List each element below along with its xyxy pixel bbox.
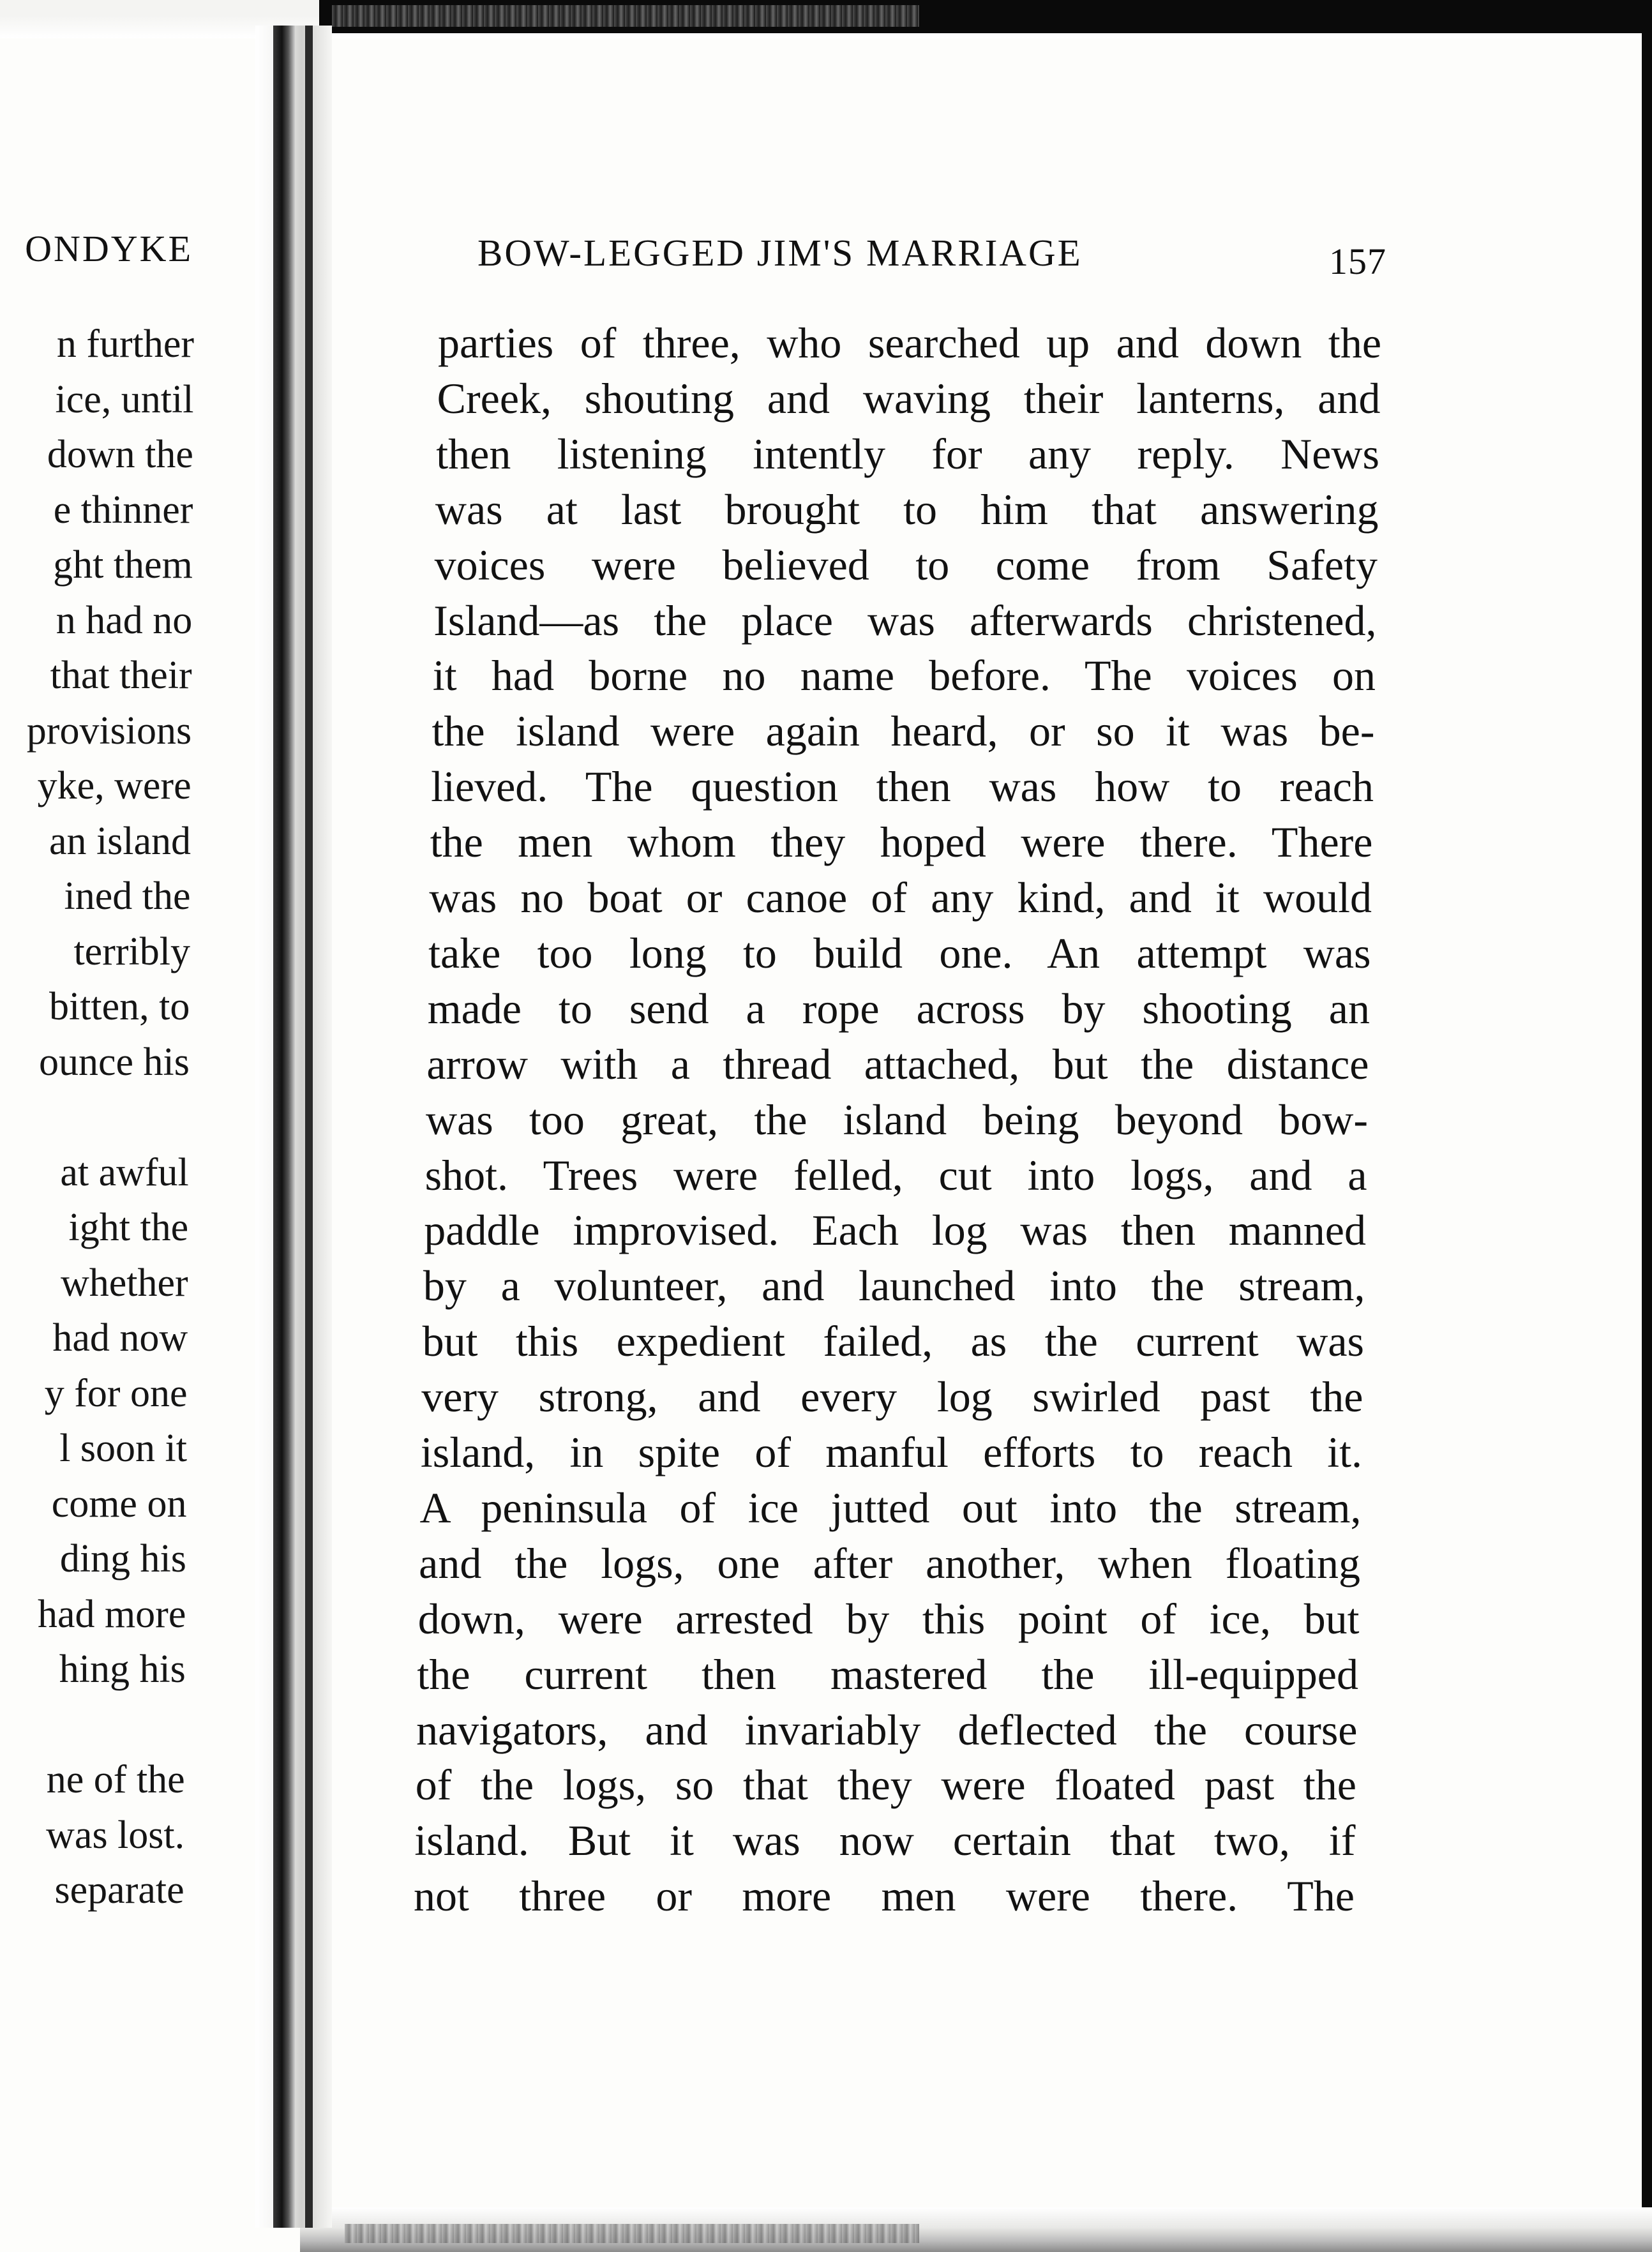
text-line: island. But it was now certain that two, if bbox=[414, 1816, 1356, 1865]
facing-page-text-line: y for one bbox=[44, 1371, 188, 1415]
text-line: island, in spite of manful efforts to reach it. bbox=[420, 1428, 1362, 1476]
text-line: arrow with a thread attached, but the distance bbox=[426, 1039, 1369, 1088]
text-line: not three or more men were there. The bbox=[414, 1872, 1355, 1921]
text-line: the current then mastered the ill-equipped bbox=[417, 1649, 1358, 1699]
text-line: very strong, and every log swirled past the bbox=[421, 1372, 1363, 1422]
text-line: was at last brought to him that answering bbox=[435, 484, 1379, 534]
facing-page-text-line: ice, until bbox=[55, 377, 194, 421]
text-line: was too great, the island being beyond bow- bbox=[426, 1095, 1368, 1144]
text-line: take too long to build one. An attempt was bbox=[428, 928, 1371, 977]
text-line: and the logs, one after another, when floating bbox=[419, 1538, 1360, 1588]
text-line: lieved. The question then was how to reach bbox=[431, 762, 1374, 811]
text-line: made to send a rope across by shooting an bbox=[427, 984, 1370, 1033]
facing-page-text-line: separate bbox=[54, 1868, 184, 1912]
facing-page-text-line: ight the bbox=[68, 1206, 189, 1249]
text-line: it had borne no name before. The voices on bbox=[432, 651, 1376, 700]
facing-page-text-line: l soon it bbox=[59, 1427, 187, 1470]
facing-page-text-line: n further bbox=[56, 322, 194, 366]
facing-page-text-line: an island bbox=[49, 819, 191, 863]
text-line: but this expedient failed, as the current was bbox=[422, 1317, 1364, 1366]
text-line: by a volunteer, and launched into the stream, bbox=[423, 1261, 1365, 1310]
text-line: parties of three, who searched up and down the bbox=[438, 319, 1381, 367]
text-line: then listening intently for any reply. News bbox=[436, 429, 1379, 478]
facing-page-text-line: hing his bbox=[59, 1648, 186, 1691]
page-running-head: BOW-LEGGED JIM'S MARRIAGE bbox=[477, 232, 1083, 274]
text-line: down, were arrested by this point of ice, but bbox=[417, 1594, 1360, 1643]
facing-page-text-line: down the bbox=[47, 433, 193, 476]
facing-page-text-line: ne of the bbox=[46, 1758, 185, 1801]
facing-page-text-line: bitten, to bbox=[49, 985, 190, 1028]
facing-page-text-line: ounce his bbox=[38, 1040, 190, 1084]
text-line: shot. Trees were felled, cut into logs, and a bbox=[424, 1150, 1367, 1199]
facing-page-text-line: was lost. bbox=[46, 1813, 185, 1857]
text-line: Creek, shouting and waving their lanterns, and bbox=[437, 373, 1381, 423]
facing-page-running-head: ONDYKE bbox=[25, 228, 193, 269]
facing-page-text-line: yke, were bbox=[37, 764, 191, 807]
facing-page-text-line: e thinner bbox=[53, 488, 193, 532]
text-line: was no boat or canoe of any kind, and it would bbox=[429, 873, 1372, 922]
facing-page-text-line: ght them bbox=[53, 543, 193, 587]
text-line: voices were believed to come from Safety bbox=[434, 540, 1378, 589]
text-line: the men whom they hoped were there. There bbox=[430, 818, 1373, 867]
facing-page-text-line: come on bbox=[51, 1482, 187, 1526]
facing-page-text-line: had more bbox=[37, 1592, 186, 1636]
facing-page-text-line: ding his bbox=[59, 1537, 186, 1580]
facing-page-text-line: at awful bbox=[60, 1150, 189, 1194]
text-line: the island were again heard, or so it was be- bbox=[432, 707, 1375, 756]
facing-page-text-line: whether bbox=[60, 1261, 188, 1305]
text-line: navigators, and invariably deflected the course bbox=[416, 1705, 1358, 1754]
facing-page-text-line: n had no bbox=[56, 598, 193, 642]
facing-page-text-line: ined the bbox=[64, 875, 191, 918]
page-number: 157 bbox=[1329, 241, 1386, 282]
text-line: A peninsula of ice jutted out into the stream, bbox=[419, 1483, 1362, 1532]
facing-page-text-line: had now bbox=[52, 1316, 188, 1360]
facing-page-text-line: provisions bbox=[26, 709, 192, 753]
text-line: paddle improvised. Each log was then manned bbox=[424, 1206, 1366, 1255]
facing-page-text-line: terribly bbox=[73, 929, 190, 973]
text-line: of the logs, so that they were floated past the bbox=[415, 1760, 1356, 1810]
text-line: Island—as the place was afterwards christened, bbox=[433, 596, 1377, 645]
facing-page-text-line: that their bbox=[50, 654, 192, 697]
